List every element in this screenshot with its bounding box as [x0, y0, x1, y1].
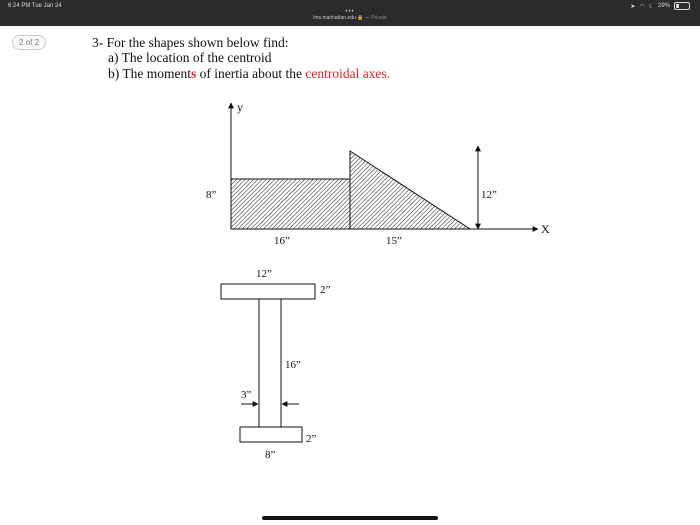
top-flange-width-label: 12” — [256, 268, 272, 280]
web-width-label: 3” — [241, 389, 252, 401]
part-b-end: centroidal axes. — [305, 66, 391, 81]
x-axis-label: X — [541, 222, 550, 236]
part-b-prefix: b) The moment — [108, 66, 191, 81]
tri-width-label: 15” — [386, 235, 402, 247]
web — [259, 299, 281, 427]
tab-menu-dots[interactable]: ••• — [345, 9, 355, 15]
bottom-flange — [240, 427, 302, 442]
status-time: 6:24 PM Tue Jan 24 — [8, 3, 62, 9]
part-b-middle: of inertia about the — [196, 66, 306, 81]
bottom-flange-width-label: 8” — [265, 449, 276, 461]
top-flange — [221, 284, 315, 299]
location-icon: ➤ — [630, 3, 636, 10]
private-label: — Private — [364, 15, 387, 21]
bottom-flange-thickness-label: 2” — [306, 433, 317, 445]
question-part-a: a) The location of the centroid — [108, 50, 272, 65]
question-title: 3- For the shapes shown below find: — [92, 35, 289, 50]
triangle-shape — [350, 151, 470, 229]
rect-width-label: 16” — [274, 235, 290, 247]
tri-height-label: 12” — [481, 189, 497, 201]
figure-composite-area — [206, 100, 550, 247]
rect-height-label: 8” — [206, 189, 217, 201]
moon-icon: ☾ — [648, 3, 654, 10]
web-height-label: 16” — [285, 359, 301, 371]
part-b-highlight-s: s — [190, 66, 197, 81]
wifi-icon: ◠ — [639, 3, 645, 10]
url-text[interactable]: lms.manhattan.edu — [313, 15, 356, 21]
y-axis-label: y — [237, 100, 243, 114]
lock-icon: 🔒 — [357, 15, 364, 21]
figure-i-section — [221, 268, 331, 461]
page-indicator: 2 of 2 — [12, 35, 46, 50]
rectangle-shape — [231, 179, 350, 229]
home-indicator[interactable] — [262, 516, 438, 520]
battery-percent: 29% — [657, 3, 670, 9]
top-flange-thickness-label: 2” — [320, 284, 331, 296]
